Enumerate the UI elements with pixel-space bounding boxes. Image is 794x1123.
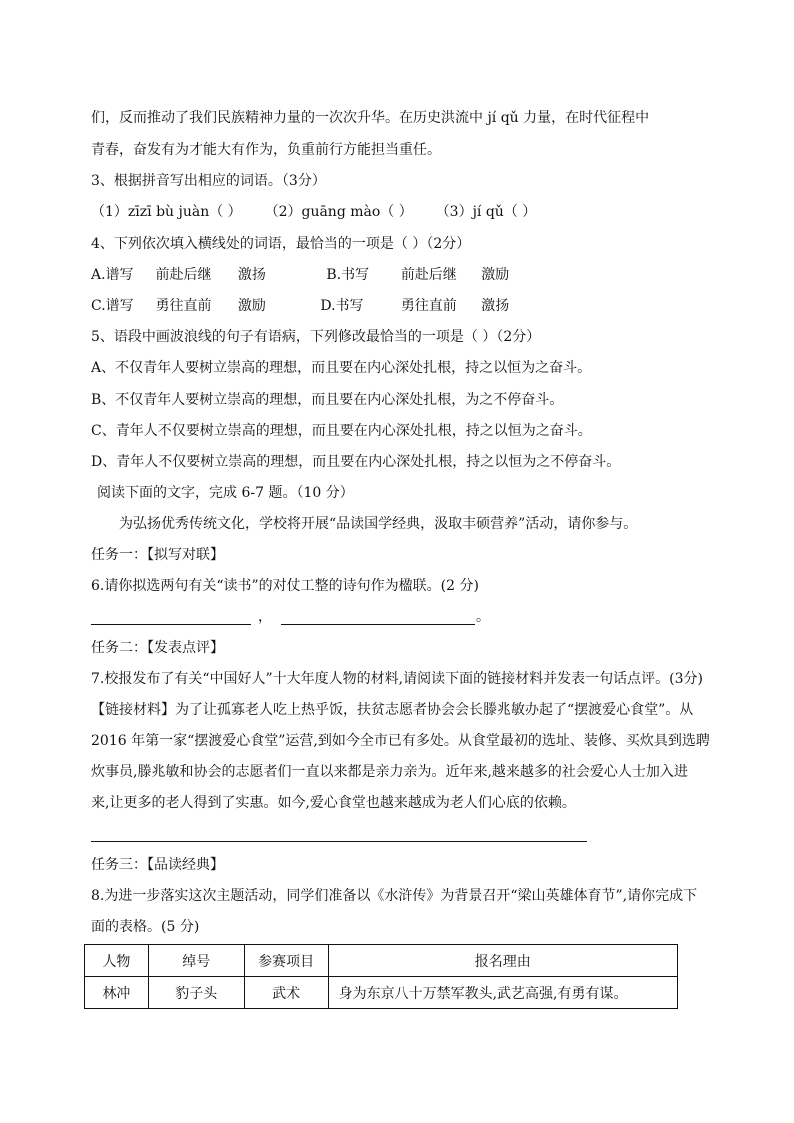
q4-option-b-word2: 前赴后继 (400, 267, 457, 283)
q5-option-a: A、不仅青年人要树立崇高的理想，而且要在内心深处扎根，持之以恒为之奋斗。 (91, 360, 592, 376)
q5-option-d: D、青年人不仅要树立崇高的理想，而且要在内心深处扎根，持之以恒为之不停奋斗。 (91, 454, 621, 470)
cell-reason: 身为东京八十万禁军教头,武艺高强,有勇有谋。 (328, 977, 677, 1009)
q4-option-c-word2: 勇往直前 (155, 298, 212, 314)
q6-comma: ， (258, 609, 272, 625)
q4-option-a-word2: 前赴后继 (155, 267, 212, 283)
q7-text: 7.校报发布了有关“中国好人”十大年度人物的材料,请阅读下面的链接材料并发表一句话点评。(3分) (91, 671, 703, 687)
material-line-4: 来,让更多的老人得到了实惠。如今,爱心食堂也越来越成为老人们心底的依赖。 (91, 795, 576, 811)
column-header-event: 参赛项目 (244, 945, 328, 977)
q4-option-d-word2: 勇往直前 (400, 298, 457, 314)
table-row (85, 977, 678, 1009)
q5-option-b: B、不仅青年人要树立崇高的理想，而且要在内心深处扎根，为之不停奋斗。 (91, 392, 564, 408)
column-header-nickname: 绰号 (148, 945, 244, 977)
q4-option-d-word1: D.书写 (320, 298, 364, 314)
q6-answer-line-2[interactable] (281, 624, 475, 625)
q4-options-row-2 (91, 296, 521, 316)
q6-text: 6.请你拟选两句有关“读书”的对仗工整的诗句作为楹联。(2 分) (91, 578, 479, 594)
reading-intro: 阅读下面的文字，完成 6-7 题。（10 分） (97, 485, 354, 501)
q4-option-b-word1: B.书写 (326, 267, 370, 283)
q3-item-3: （3）jí qǔ（ ） (435, 204, 537, 220)
q6-period: 。 (476, 609, 490, 625)
column-header-person: 人物 (85, 945, 149, 977)
task1-heading: 任务一：【拟写对联】 (91, 547, 224, 563)
material-line-2: 2016 年第一家“摆渡爱心食堂”运营,到如今全市已有多处。从食堂最初的选址、装修、买炊具到选聘 (91, 733, 710, 749)
q4-option-c-word3: 激励 (237, 298, 266, 314)
q4-option-c-word1: C.谱写 (91, 298, 134, 314)
task3-heading: 任务三：【品读经典】 (91, 857, 224, 873)
material-line-1: 【链接材料】为了让孤寡老人吃上热乎饭，扶贫志愿者协会会长滕兆敏办起了“摆渡爱心食堂”。从 (91, 702, 694, 718)
q4-options-row-1 (91, 265, 521, 285)
q4-option-a-word3: 激扬 (237, 267, 266, 283)
q5-option-c: C、青年人不仅要树立崇高的理想，而且要在内心深处扎根，持之以恒为之奋斗。 (91, 423, 592, 439)
passage-line-2: 青春，奋发有为才能大有作为，负重前行方能担当重任。 (91, 142, 441, 158)
column-header-reason: 报名理由 (328, 945, 677, 977)
passage-line-1: 们，反而推动了我们民族精神力量的一次次升华。在历史洪流中 jí qǔ 力量，在时代征程中 (91, 110, 650, 126)
q8-text-line-1: 8.为进一步落实这次主题活动，同学们准备以《水浒传》为背景召开“梁山英雄体育节”,请你完成下 (91, 888, 698, 904)
q7-answer-line[interactable] (91, 841, 587, 842)
q6-answer-line-1[interactable] (91, 624, 251, 625)
table-header-row (85, 945, 678, 977)
q4-title: 4、下列依次填入横线处的词语，最恰当的一项是（ ）（2分） (91, 236, 471, 252)
q5-title: 5、语段中画波浪线的句子有语病，下列修改最恰当的一项是（ ）（2分） (91, 329, 541, 345)
q3-item-2: （2）guāng mào（ ） (264, 204, 413, 220)
q3-item-1: （1）zīzī bù juàn（ ） (91, 204, 242, 220)
registration-table (84, 944, 678, 1009)
q3-title: 3、根据拼音写出相应的词语。（3分） (91, 173, 326, 189)
q4-option-b-word3: 激励 (481, 267, 510, 283)
q4-option-d-word3: 激扬 (481, 298, 510, 314)
q8-text-line-2: 面的表格。(5 分) (91, 919, 200, 935)
cell-event: 武术 (244, 977, 328, 1009)
q4-option-a-word1: A.谱写 (91, 267, 134, 283)
task2-heading: 任务二：【发表点评】 (91, 640, 224, 656)
cell-nickname: 豹子头 (148, 977, 244, 1009)
reading-activity: 为弘扬优秀传统文化，学校将开展“品读国学经典，汲取丰硕营养”活动，请你参与。 (119, 516, 638, 532)
material-line-3: 炊事员,滕兆敏和协会的志愿者们一直以来都是亲力亲为。近年来,越来越多的社会爱心人士加入进 (91, 764, 688, 780)
cell-person: 林冲 (85, 977, 149, 1009)
q3-items (91, 202, 536, 222)
